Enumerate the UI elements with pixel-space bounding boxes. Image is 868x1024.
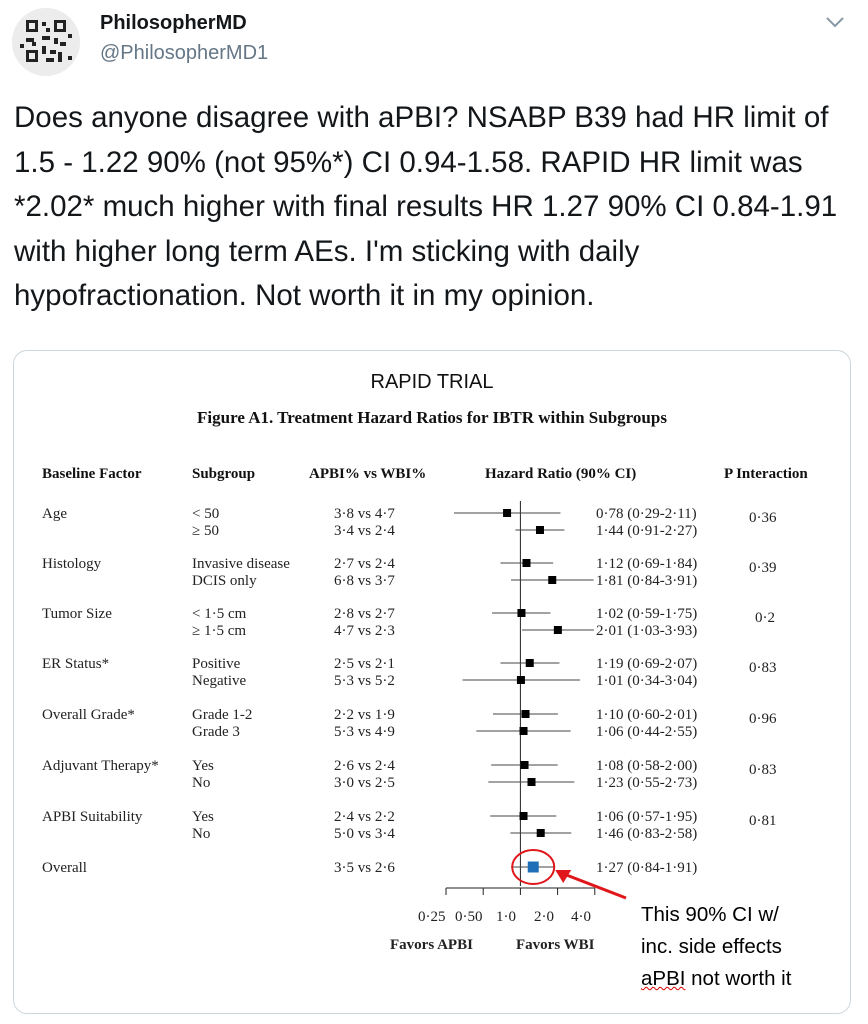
- hr-marker: [521, 761, 529, 769]
- ci-value: 1·01 (0·34-3·04): [596, 673, 698, 689]
- ci-value: 2·01 (1·03-3·93): [596, 623, 698, 639]
- header-factor: Baseline Factor: [42, 466, 142, 482]
- ci-value: 1·46 (0·83-2·58): [596, 826, 698, 842]
- rates-value: 5·3 vs 4·9: [334, 724, 395, 740]
- factor-label: Histology: [42, 556, 102, 572]
- rates-value: 2·7 vs 2·4: [334, 556, 395, 572]
- p-value: 0·36: [749, 510, 777, 526]
- subgroup-label: Grade 1-2: [192, 707, 253, 723]
- factor-label: Tumor Size: [42, 606, 112, 622]
- figure-title: RAPID TRIAL: [370, 371, 494, 393]
- axis-tick-label: 1·0: [496, 909, 516, 925]
- hr-marker: [526, 659, 534, 667]
- hr-marker: [554, 626, 562, 634]
- subgroup-label: No: [192, 775, 211, 791]
- p-value: 0·83: [749, 660, 777, 676]
- p-value: 0·83: [749, 762, 777, 778]
- subgroup-label: No: [192, 826, 211, 842]
- factor-label: Adjuvant Therapy*: [42, 758, 159, 774]
- annotation-line: [641, 963, 791, 995]
- p-value: 0·39: [749, 560, 777, 576]
- hr-marker: [522, 710, 530, 718]
- header-rates: APBI% vs WBI%: [309, 466, 427, 482]
- ci-value: 1·81 (0·84-3·91): [596, 573, 698, 589]
- user-handle[interactable]: @PhilosopherMD1: [100, 42, 269, 64]
- subgroup-label: Negative: [192, 673, 247, 689]
- header-hazard-ratio: Hazard Ratio (90% CI): [485, 466, 637, 482]
- p-value: 0·2: [755, 610, 775, 626]
- subgroup-label: < 1·5 cm: [192, 606, 247, 622]
- rates-value: 2·6 vs 2·4: [334, 758, 395, 774]
- ci-value: 1·19 (0·69-2·07): [596, 656, 698, 672]
- header-p-interaction: P Interaction: [724, 466, 808, 482]
- ci-value: 1·27 (0·84-1·91): [596, 860, 698, 876]
- rates-value: 3·8 vs 4·7: [334, 506, 395, 522]
- rates-value: 3·5 vs 2·6: [334, 860, 395, 876]
- annotation-line: This 90% CI w/: [641, 903, 779, 926]
- subgroup-label: Positive: [192, 656, 241, 672]
- hr-marker: [520, 727, 528, 735]
- ci-value: 1·44 (0·91-2·27): [596, 523, 698, 539]
- rates-value: 2·5 vs 2·1: [334, 656, 395, 672]
- avatar[interactable]: [12, 8, 80, 76]
- hr-marker: [520, 812, 528, 820]
- factor-label: APBI Suitability: [42, 809, 143, 825]
- p-value: 0·96: [749, 711, 777, 727]
- annotation-line: inc. side effects: [641, 935, 782, 958]
- factor-label: Overall Grade*: [42, 707, 135, 723]
- ci-value: 1·06 (0·44-2·55): [596, 724, 698, 740]
- rates-value: 2·8 vs 2·7: [334, 606, 395, 622]
- factor-label: Overall: [42, 860, 87, 876]
- rates-value: 6·8 vs 3·7: [334, 573, 395, 589]
- tweet-image[interactable]: [13, 350, 851, 1014]
- subgroup-label: < 50: [192, 506, 220, 522]
- rates-value: 2·4 vs 2·2: [334, 809, 395, 825]
- rates-value: 2·2 vs 1·9: [334, 707, 395, 723]
- annotation-note: [641, 899, 791, 995]
- factor-label: Age: [42, 506, 67, 522]
- hr-marker: [522, 559, 530, 567]
- ci-value: 1·23 (0·55-2·73): [596, 775, 698, 791]
- rates-value: 4·7 vs 2·3: [334, 623, 395, 639]
- ci-value: 1·02 (0·59-1·75): [596, 606, 698, 622]
- axis-tick-label: 0·50: [455, 909, 483, 925]
- annotation-line-rest: not worth it: [685, 967, 792, 990]
- hr-marker: [548, 576, 556, 584]
- ci-value: 0·78 (0·29-2·11): [596, 506, 697, 522]
- ci-value: 1·12 (0·69-1·84): [596, 556, 698, 572]
- subgroup-label: Yes: [192, 758, 214, 774]
- avatar-qr-icon: [12, 8, 80, 76]
- figure-subtitle: Figure A1. Treatment Hazard Ratios for IBTR within Subgroups: [197, 408, 667, 427]
- favors-apbi-label: Favors APBI: [390, 937, 473, 953]
- hr-marker: [503, 509, 511, 517]
- display-name[interactable]: PhilosopherMD: [100, 12, 247, 34]
- axis-tick-label: 0·25: [418, 909, 446, 925]
- subgroup-label: Yes: [192, 809, 214, 825]
- rates-value: 5·0 vs 3·4: [334, 826, 395, 842]
- hr-marker: [528, 778, 536, 786]
- tweet-text: Does anyone disagree with aPBI? NSABP B39 had HR limit of 1.5 - 1.22 90% (not 95%*) CI 0.94-1.58. RAPID HR limit was *2.02* much higher with final results HR 1.27 90% CI 0.84-1.91 with higher long term AEs. I'm sticking with daily hypofractionation. Not worth it in my opinion.: [14, 101, 838, 312]
- rates-value: 3·4 vs 2·4: [334, 523, 395, 539]
- overall-hr-marker: [528, 862, 539, 873]
- factor-label: ER Status*: [42, 656, 110, 672]
- rates-value: 3·0 vs 2·5: [334, 775, 395, 791]
- annotation-underlined-word: aPBI: [641, 967, 686, 990]
- header-subgroup: Subgroup: [192, 466, 256, 482]
- axis-tick-label: 2·0: [534, 909, 554, 925]
- hr-marker: [537, 829, 545, 837]
- hr-marker: [517, 676, 525, 684]
- p-value: 0·81: [749, 813, 777, 829]
- subgroup-label: Grade 3: [192, 724, 240, 740]
- hr-marker: [517, 609, 525, 617]
- favors-wbi-label: Favors WBI: [516, 937, 595, 953]
- ci-value: 1·06 (0·57-1·95): [596, 809, 698, 825]
- ci-value: 1·08 (0·58-2·00): [596, 758, 698, 774]
- subgroup-label: Invasive disease: [192, 556, 290, 572]
- rates-value: 5·3 vs 5·2: [334, 673, 395, 689]
- hr-marker: [536, 526, 544, 534]
- subgroup-label: DCIS only: [192, 573, 257, 589]
- ci-value: 1·10 (0·60-2·01): [596, 707, 698, 723]
- subgroup-label: ≥ 1·5 cm: [192, 623, 247, 639]
- chevron-down-icon[interactable]: [824, 14, 846, 30]
- annotation-arrow-shaft: [561, 873, 626, 898]
- axis-tick-label: 4·0: [571, 909, 591, 925]
- subgroup-label: ≥ 50: [192, 523, 219, 539]
